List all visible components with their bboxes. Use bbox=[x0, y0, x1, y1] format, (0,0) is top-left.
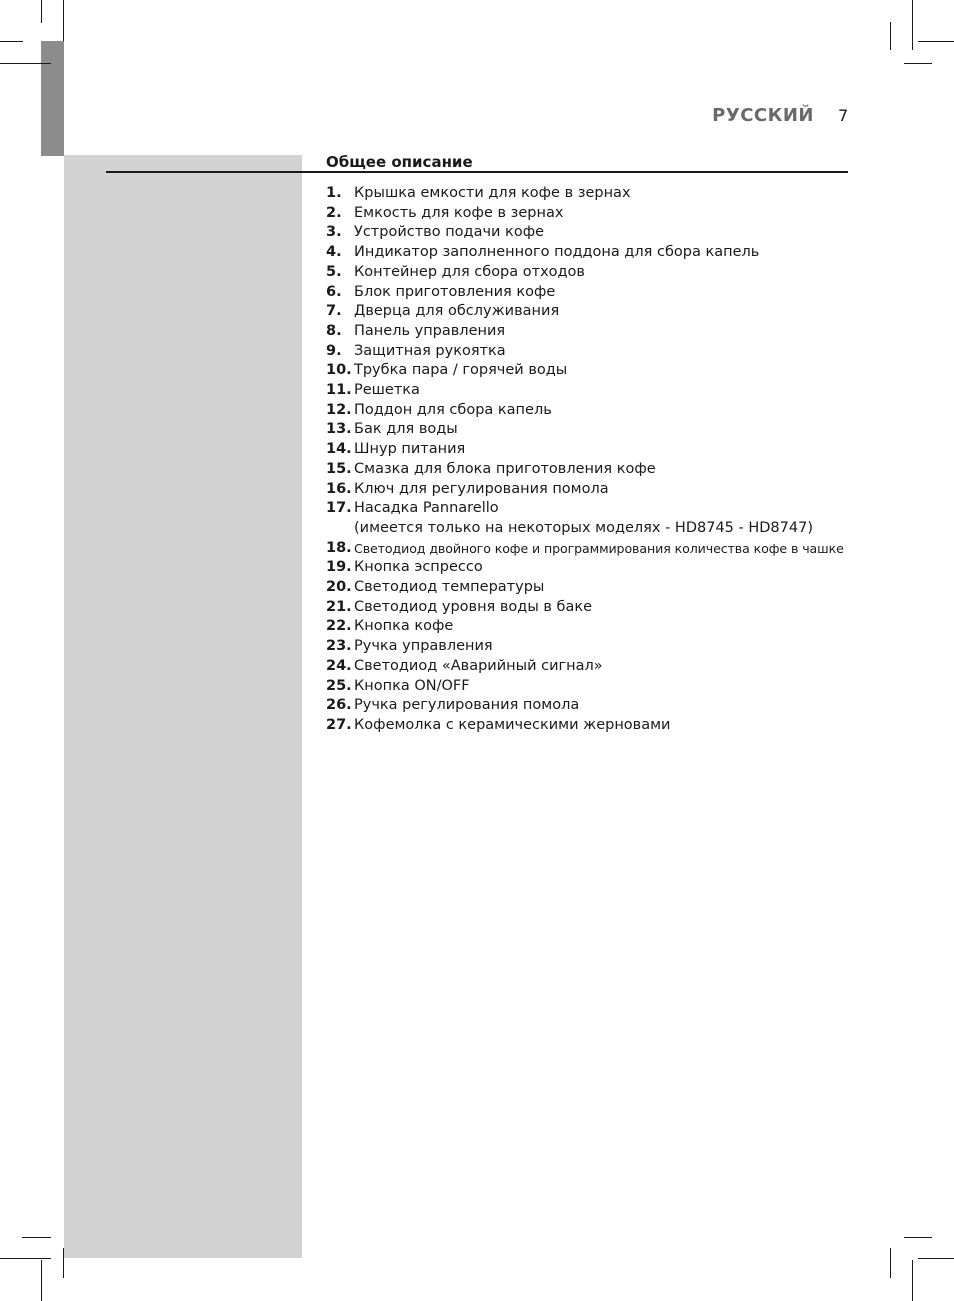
crop-mark bbox=[0, 41, 23, 42]
crop-mark bbox=[890, 22, 891, 50]
item-text: Блок приготовления кофе bbox=[354, 283, 556, 300]
list-item bbox=[326, 716, 851, 736]
item-number: 5. bbox=[326, 263, 342, 280]
item-number: 20. bbox=[326, 579, 352, 596]
item-number: 26. bbox=[326, 697, 352, 714]
item-text: Кофемолка с керамическими жерновами bbox=[354, 716, 671, 733]
item-text: Дверца для обслуживания bbox=[354, 303, 560, 320]
item-text: Индикатор заполненного поддона для сбора капель bbox=[354, 244, 760, 261]
item-text: Насадка Pannarello bbox=[354, 500, 499, 517]
list-item bbox=[326, 440, 851, 460]
item-text: Поддон для сбора капель bbox=[354, 401, 552, 418]
list-item bbox=[326, 460, 851, 480]
item-text: Защитная рукоятка bbox=[354, 342, 506, 359]
list-item bbox=[326, 677, 851, 697]
item-number: 9. bbox=[326, 342, 342, 359]
list-item bbox=[326, 499, 851, 538]
item-text: Контейнер для сбора отходов bbox=[354, 263, 585, 280]
item-text: Устройство подачи кофе bbox=[354, 224, 545, 241]
section-title: Общее описание bbox=[326, 153, 473, 171]
item-number: 6. bbox=[326, 283, 342, 300]
parts-list bbox=[326, 184, 851, 736]
item-text: Бак для воды bbox=[354, 421, 458, 438]
crop-mark bbox=[912, 1260, 913, 1301]
list-item bbox=[326, 204, 851, 224]
item-number: 23. bbox=[326, 638, 352, 655]
crop-mark bbox=[904, 1237, 932, 1238]
item-number: 13. bbox=[326, 421, 352, 438]
crop-mark bbox=[890, 1248, 891, 1278]
crop-mark bbox=[912, 0, 913, 50]
item-number: 3. bbox=[326, 224, 342, 241]
item-text: Кнопка кофе bbox=[354, 618, 454, 635]
item-text: Светодиод температуры bbox=[354, 579, 545, 596]
item-number: 22. bbox=[326, 618, 352, 635]
list-item bbox=[326, 184, 851, 204]
crop-mark bbox=[63, 0, 64, 41]
item-text: Кнопка ON/OFF bbox=[354, 677, 470, 694]
item-number: 14. bbox=[326, 441, 352, 458]
list-item bbox=[326, 598, 851, 618]
list-item bbox=[326, 657, 851, 677]
item-text: Ключ для регулирования помола bbox=[354, 480, 609, 497]
item-number: 19. bbox=[326, 559, 352, 576]
item-number: 18. bbox=[326, 539, 352, 556]
crop-mark bbox=[41, 1260, 42, 1301]
list-item bbox=[326, 381, 851, 401]
list-item bbox=[326, 322, 851, 342]
item-number: 10. bbox=[326, 362, 352, 379]
item-text: Светодиод двойного кофе и программирования количества кофе в чашке bbox=[354, 540, 844, 556]
item-text: Емкость для кофе в зернах bbox=[354, 204, 564, 221]
item-text: Кнопка эспрессо bbox=[354, 559, 483, 576]
sidebar-gray-panel bbox=[64, 155, 302, 1258]
page-number: 7 bbox=[838, 106, 849, 125]
list-item bbox=[326, 558, 851, 578]
item-number: 24. bbox=[326, 657, 352, 674]
crop-mark bbox=[904, 63, 932, 64]
item-text: Ручка управления bbox=[354, 638, 493, 655]
item-text-block bbox=[354, 499, 813, 538]
list-item bbox=[326, 361, 851, 381]
list-item bbox=[326, 243, 851, 263]
list-item bbox=[326, 539, 851, 559]
list-item bbox=[326, 420, 851, 440]
list-item bbox=[326, 617, 851, 637]
crop-mark bbox=[41, 0, 42, 23]
item-text: Смазка для блока приготовления кофе bbox=[354, 460, 656, 477]
crop-mark bbox=[0, 1258, 51, 1259]
language-tab-marker bbox=[41, 41, 64, 156]
item-number: 11. bbox=[326, 382, 352, 399]
list-item bbox=[326, 578, 851, 598]
language-heading: РУССКИЙ bbox=[712, 105, 814, 126]
item-text: Трубка пара / горячей воды bbox=[354, 362, 568, 379]
item-text: Ручка регулирования помола bbox=[354, 697, 580, 714]
item-number: 8. bbox=[326, 322, 342, 339]
item-text: Светодиод уровня воды в баке bbox=[354, 598, 593, 615]
item-number: 25. bbox=[326, 677, 352, 694]
title-divider bbox=[106, 171, 848, 173]
crop-mark bbox=[0, 63, 51, 64]
item-number: 21. bbox=[326, 598, 352, 615]
list-item bbox=[326, 342, 851, 362]
item-text: Шнур питания bbox=[354, 441, 466, 458]
list-item bbox=[326, 302, 851, 322]
crop-mark bbox=[22, 1237, 51, 1238]
list-item bbox=[326, 637, 851, 657]
item-text: Решетка bbox=[354, 382, 420, 399]
item-number: 12. bbox=[326, 401, 352, 418]
item-number: 16. bbox=[326, 480, 352, 497]
list-item bbox=[326, 401, 851, 421]
item-text: Крышка емкости для кофе в зернах bbox=[354, 185, 631, 201]
item-number: 1. bbox=[326, 185, 342, 201]
item-text: Светодиод «Аварийный сигнал» bbox=[354, 657, 603, 674]
item-text-note: (имеется только на некоторых моделях - HD8745 - HD8747) bbox=[354, 519, 813, 536]
item-number: 2. bbox=[326, 204, 342, 221]
list-item bbox=[326, 263, 851, 283]
item-number: 7. bbox=[326, 303, 342, 320]
item-number: 27. bbox=[326, 716, 352, 733]
item-number: 15. bbox=[326, 460, 352, 477]
item-number: 4. bbox=[326, 244, 342, 261]
list-item bbox=[326, 223, 851, 243]
crop-mark bbox=[63, 1248, 64, 1278]
list-item bbox=[326, 283, 851, 303]
item-number: 17. bbox=[326, 500, 352, 517]
list-item bbox=[326, 696, 851, 716]
crop-mark bbox=[918, 41, 954, 42]
list-item bbox=[326, 480, 851, 500]
crop-mark bbox=[918, 1258, 954, 1259]
item-text: Панель управления bbox=[354, 322, 506, 339]
